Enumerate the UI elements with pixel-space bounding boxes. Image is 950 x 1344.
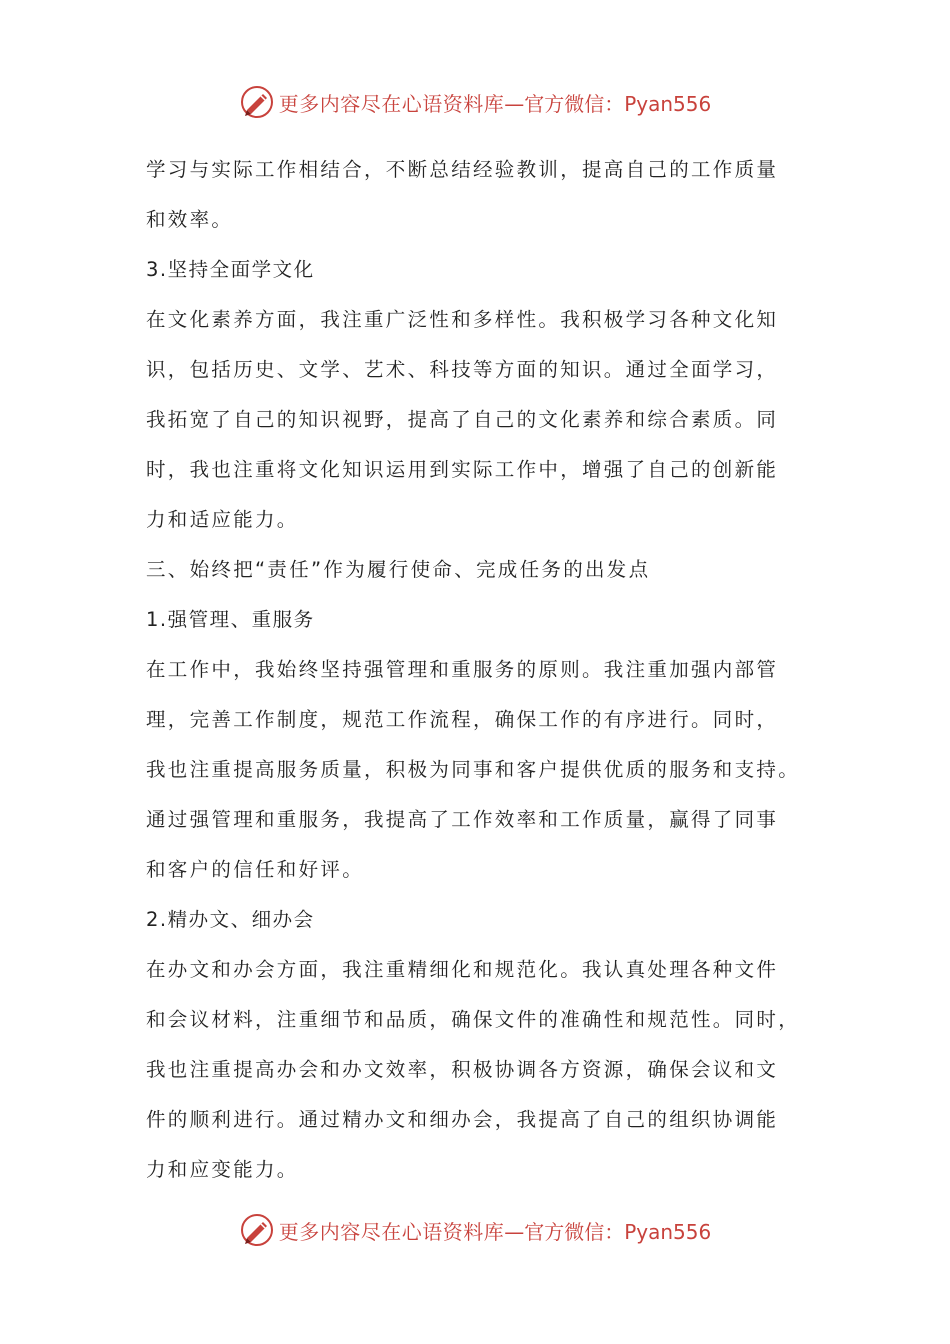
banner-brand-text: 更多内容尽在心语资料库	[278, 91, 505, 116]
paragraph-line: 通过强管理和重服务，我提高了工作效率和工作质量，赢得了同事	[146, 808, 779, 831]
paragraph-line: 力和应变能力。	[146, 1158, 299, 1181]
paragraph-line: 我也注重提高服务质量，积极为同事和客户提供优质的服务和支持。	[146, 758, 801, 781]
paragraph-line: 理，完善工作制度，规范工作流程，确保工作的有序进行。同时，	[146, 708, 779, 731]
document-body	[146, 145, 816, 1195]
paragraph-line: 我拓宽了自己的知识视野，提高了自己的文化素养和综合素质。同	[146, 408, 779, 431]
paragraph-line: 和效率。	[146, 208, 234, 231]
paragraph-line: 和会议材料，注重细节和品质，确保文件的准确性和规范性。同时，	[146, 1008, 801, 1031]
paragraph-line: 时，我也注重将文化知识运用到实际工作中，增强了自己的创新能	[146, 458, 779, 481]
header-banner	[0, 82, 950, 122]
paragraph-line: 力和适应能力。	[146, 508, 299, 531]
pen-logo-icon	[239, 84, 275, 120]
paragraph-line: 学习与实际工作相结合，不断总结经验教训，提高自己的工作质量	[146, 158, 779, 181]
banner-brand-text: 更多内容尽在心语资料库	[278, 1219, 505, 1244]
section-heading: 2.精办文、细办会	[146, 908, 315, 931]
paragraph-line: 我也注重提高办会和办文效率，积极协调各方资源，确保会议和文	[146, 1058, 779, 1081]
paragraph-line: 在文化素养方面，我注重广泛性和多样性。我积极学习各种文化知	[146, 308, 779, 331]
paragraph-line: 和客户的信任和好评。	[146, 858, 365, 881]
paragraph-line: 在办文和办会方面，我注重精细化和规范化。我认真处理各种文件	[146, 958, 779, 981]
section-heading: 1.强管理、重服务	[146, 608, 315, 631]
banner-wechat-text: —官方微信：Pyan556	[504, 1219, 712, 1244]
pen-logo-icon	[239, 1212, 275, 1248]
banner-wechat-text: —官方微信：Pyan556	[504, 91, 712, 116]
paragraph-line: 在工作中，我始终坚持强管理和重服务的原则。我注重加强内部管	[146, 658, 779, 681]
chapter-heading: 三、始终把“责任”作为履行使命、完成任务的出发点	[146, 558, 651, 581]
footer-banner	[0, 1210, 950, 1250]
paragraph-line: 件的顺利进行。通过精办文和细办会，我提高了自己的组织协调能	[146, 1108, 779, 1131]
paragraph-line: 识，包括历史、文学、艺术、科技等方面的知识。通过全面学习，	[146, 358, 779, 381]
section-heading: 3.坚持全面学文化	[146, 258, 315, 281]
